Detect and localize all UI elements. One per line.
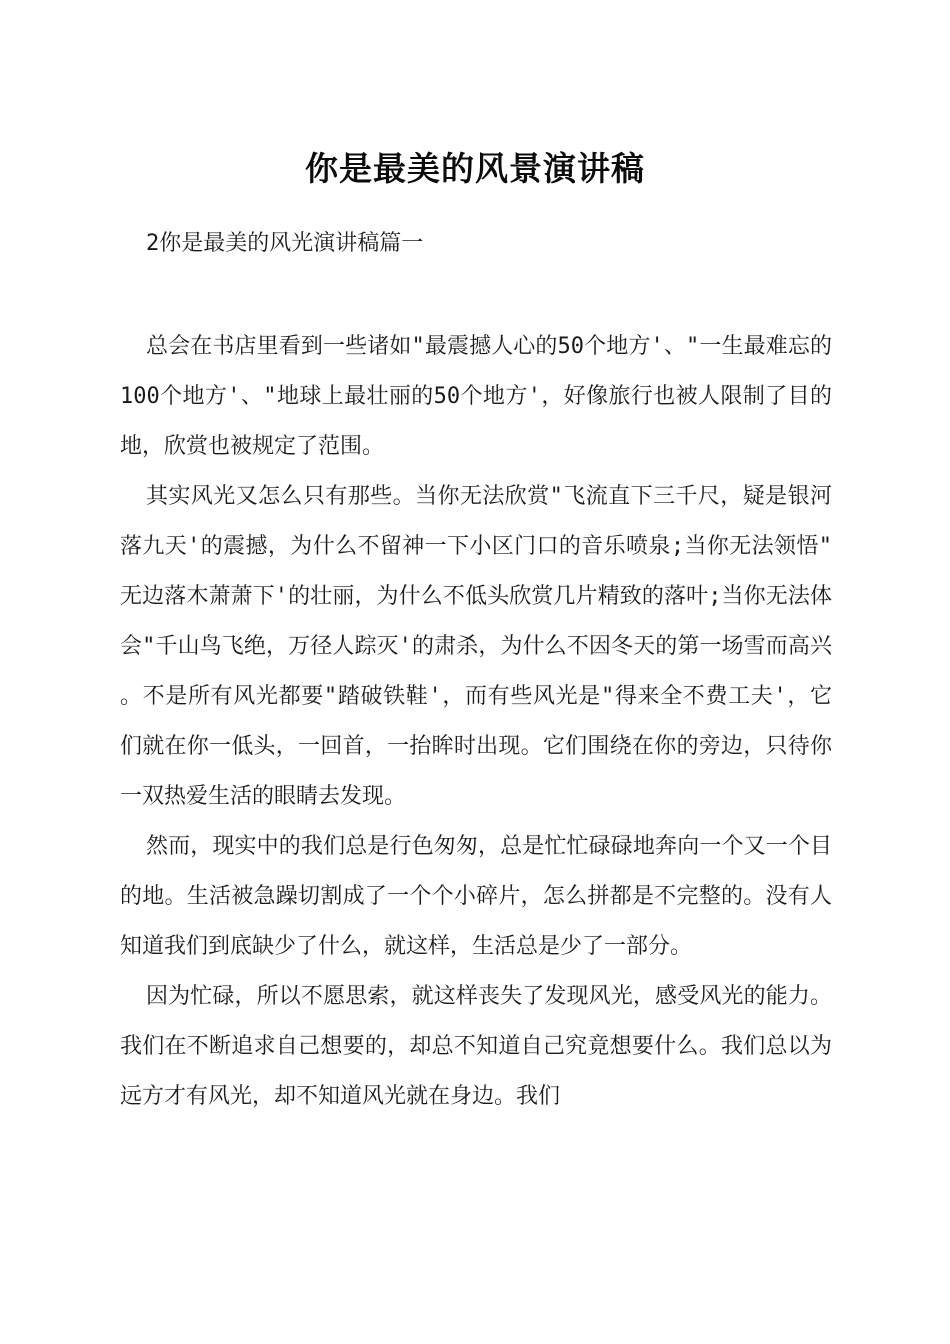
paragraph: 因为忙碌，所以不愿思索，就这样丧失了发现风光，感受风光的能力。我们在不断追求自己想要的，却总不知道自己究竟想要什么。我们总以为远方才有风光，却不知道风光就在身边。我们 [120,984,832,1109]
paragraph: 然而，现实中的我们总是行色匆匆，总是忙忙碌碌地奔向一个又一个目的地。生活被急躁切割成了一个个小碎片，怎么拼都是不完整的。没有人知道我们到底缺少了什么，就这样，生活总是少了一部分。 [120,834,832,959]
document-subtitle: 2你是最美的风光演讲稿篇一 [146,231,424,256]
paragraph: 总会在书店里看到一些诸如"最震撼人心的50个地方'、"一生最难忘的100个地方'、"地球上最壮丽的50个地方'，好像旅行也被人限制了目的地，欣赏也被规定了范围。 [120,334,832,459]
paragraph: 其实风光又怎么只有那些。当你无法欣赏"飞流直下三千尺，疑是银河落九天'的震撼，为什么不留神一下小区门口的音乐喷泉;当你无法领悟"无边落木萧萧下'的壮丽，为什么不低头欣赏几片精致的落叶;当你无法体会"千山鸟飞绝，万径人踪灭'的肃杀，为什么不因冬天的第一场雪而高兴。不是所有风光都要"踏破铁鞋'，而有些风光是"得来全不费工夫'，它们就在你一低头，一回首，一抬眸时出现。它们围绕在你的旁边，只待你一双热爱生活的眼睛去发现。 [120,484,832,809]
document-title: 你是最美的风景演讲稿 [305,149,645,188]
document-body [120,322,832,1122]
